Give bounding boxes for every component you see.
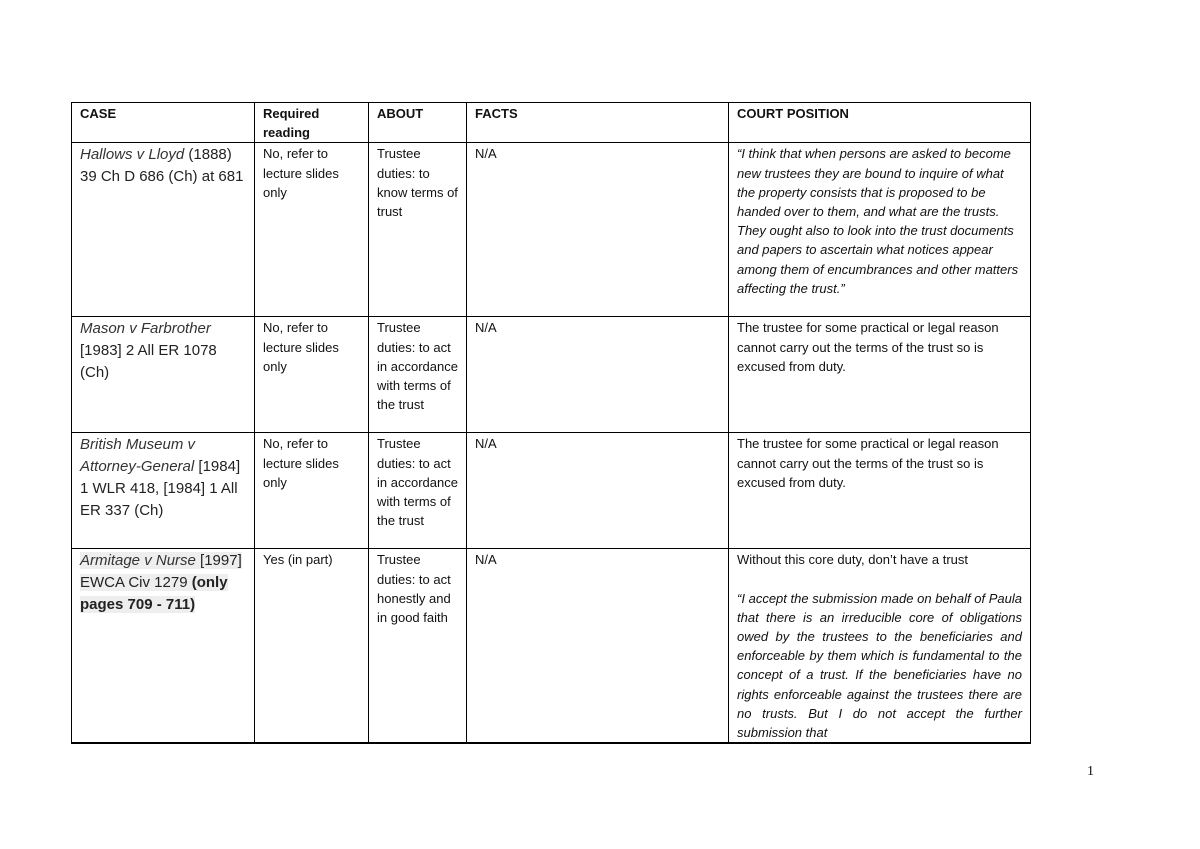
about-cell: Trustee duties: to act honestly and in good faith (369, 549, 467, 743)
court-position-cell (729, 549, 1031, 743)
about-cell: Trustee duties: to know terms of trust (369, 143, 467, 317)
header-facts: FACTS (467, 103, 729, 143)
required-reading-cell: No, refer to lecture slides only (255, 433, 369, 549)
court-position-cell: The trustee for some practical or legal reason cannot carry out the terms of the trust so is excused from duty. (729, 433, 1031, 549)
header-court-position: COURT POSITION (729, 103, 1031, 143)
table-row (72, 143, 1031, 317)
case-name: Hallows v Lloyd (80, 146, 185, 164)
required-reading-cell: No, refer to lecture slides only (255, 143, 369, 317)
header-case: CASE (72, 103, 255, 143)
header-about: ABOUT (369, 103, 467, 143)
table-row (72, 433, 1031, 549)
required-reading-cell: Yes (in part) (255, 549, 369, 743)
page-number: 1 (1087, 764, 1094, 779)
facts-cell: N/A (467, 317, 729, 433)
case-citation: [1984] 1 WLR 418, [1984] 1 All ER 337 (Ch) (80, 458, 241, 520)
facts-cell: N/A (467, 433, 729, 549)
case-name: Mason v Farbrother (80, 320, 211, 338)
table-header-row (72, 103, 1031, 143)
case-cell (72, 433, 255, 549)
case-name: Armitage v Nurse (80, 552, 196, 570)
case-table (71, 102, 1031, 744)
case-citation: [1997] EWCA Civ 1279 (80, 552, 242, 592)
court-position-quote: “I accept the submission made on behalf of Paula that there is an irreducible core of obligations owed by the trustees to the beneficiaries and enforceable by them which is fundamental to the concept of a trust. If the beneficiaries have no rights enforceable against the trustees there are no trusts. But I do not accept the further submission that (737, 590, 1022, 741)
case-cell (72, 549, 255, 743)
court-position-cell: The trustee for some practical or legal reason cannot carry out the terms of the trust so is excused from duty. (729, 317, 1031, 433)
case-citation: (1888) 39 Ch D 686 (Ch) at 681 (80, 146, 244, 186)
facts-cell: N/A (467, 143, 729, 317)
facts-cell: N/A (467, 549, 729, 743)
about-cell: Trustee duties: to act in accordance with terms of the trust (369, 317, 467, 433)
case-page-note: (only pages 709 - 711) (80, 574, 228, 614)
case-citation: [1983] 2 All ER 1078 (Ch) (80, 342, 217, 382)
case-name: British Museum v Attorney-General (80, 436, 196, 476)
case-cell (72, 317, 255, 433)
case-cell (72, 143, 255, 317)
court-position-summary: Without this core duty, don’t have a trust (737, 552, 968, 568)
about-cell: Trustee duties: to act in accordance with terms of the trust (369, 433, 467, 549)
table-row (72, 317, 1031, 433)
required-reading-cell: No, refer to lecture slides only (255, 317, 369, 433)
court-position-cell: “I think that when persons are asked to become new trustees they are bound to inquire of what the property consists that is proposed to be handed over to them, and what are the trusts. They ought also to look into the trust documents and papers to ascertain what notices appear among them of encumbrances and other matters affecting the trust.” (729, 143, 1031, 317)
header-required-reading: Required reading (255, 103, 369, 143)
table-row (72, 549, 1031, 743)
